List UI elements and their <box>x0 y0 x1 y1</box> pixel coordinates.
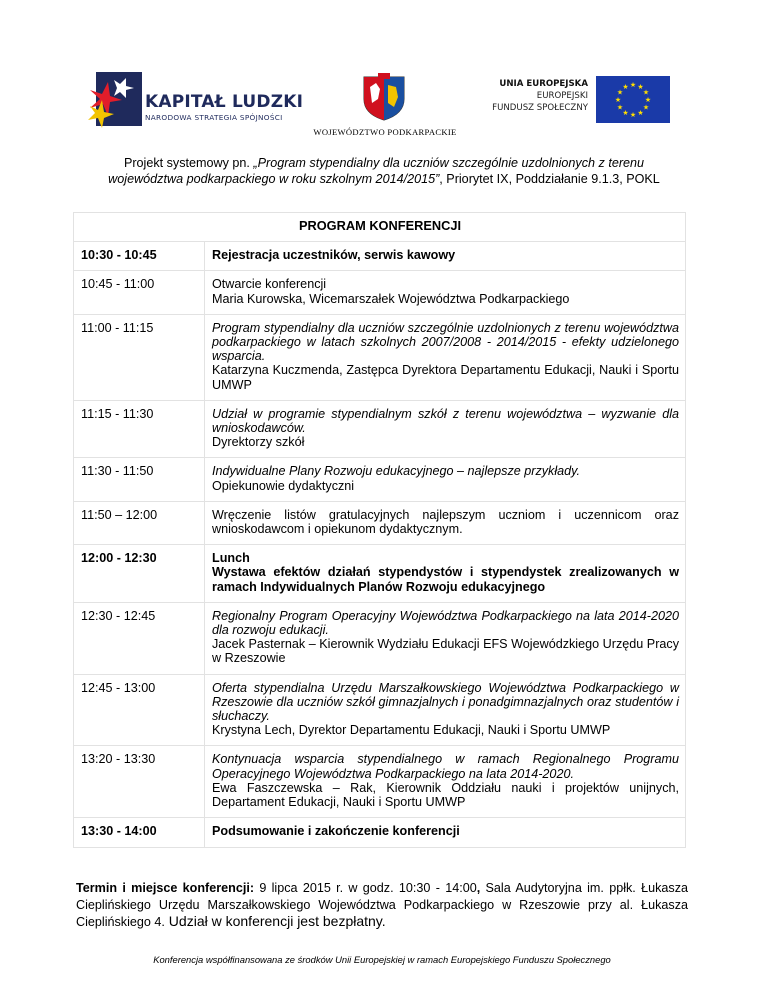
info-place: Sala Audytoryjna im. ppłk. Łukasza Cieplińskiego Urzędu Marszałkowskiego Województwa Podkarpackiego w Rzeszowie przy al. Łukasza Cieplińskiego 4. <box>76 881 688 930</box>
program-heading-row <box>74 213 686 242</box>
program-row <box>74 501 686 544</box>
program-description-line: Krystyna Lech, Dyrektor Departamentu Edukacji, Nauki i Sportu UMWP <box>212 723 611 738</box>
program-description-line: Wystawa efektów działań stypendystów i stypendystek zrealizowanych w ramach Indywidualnych Planów Rozwoju edukacyjnego <box>212 565 679 594</box>
eu-star-icon: ★ <box>622 110 629 118</box>
eu-star-icon: ★ <box>616 104 624 112</box>
program-description-line: Otwarcie konferencji <box>212 277 327 292</box>
program-description <box>205 271 686 314</box>
program-description <box>205 314 686 400</box>
program-row <box>74 242 686 271</box>
eu-label: UNIA EUROPEJSKA <box>499 79 588 89</box>
program-row <box>74 314 686 400</box>
program-table <box>73 212 686 848</box>
project-title: „Program stypendialny dla uczniów szczególnie uzdolnionych z terenu województwa podkarpackiego w roku szkolnym 2014/2015” <box>108 156 645 186</box>
program-time: 12:00 - 12:30 <box>74 545 205 603</box>
program-description <box>205 501 686 544</box>
eu-star-icon: ★ <box>622 84 629 92</box>
program-description <box>205 545 686 603</box>
intro-prefix: Projekt systemowy pn. <box>123 156 254 170</box>
program-description-line: Maria Kurowska, Wicemarszałek Województwa Podkarpackiego <box>212 291 570 306</box>
program-row <box>74 746 686 818</box>
program-time: 10:30 - 10:45 <box>74 242 205 271</box>
program-description <box>205 458 686 501</box>
info-comma: , <box>476 881 481 895</box>
program-description <box>205 602 686 674</box>
eu-star-icon: ★ <box>642 104 650 112</box>
kapital-ludzki-title: KAPITAŁ LUDZKI <box>145 92 304 112</box>
program-description <box>205 400 686 458</box>
funding-footnote: Konferencja współfinansowana ze środków Unii Europejskiej w ramach Europejskiego Funduszu Społecznego <box>153 954 611 965</box>
program-description <box>205 746 686 818</box>
eu-text-block <box>478 78 588 114</box>
eu-flag-icon <box>596 76 670 123</box>
program-description-line: Katarzyna Kuczmenda, Zastępca Dyrektora Departamentu Edukacji, Nauki i Sportu UMWP <box>212 363 679 392</box>
info-date: 9 lipca 2015 r. w godz. 10:30 - 14:00 <box>254 881 477 895</box>
program-row <box>74 458 686 501</box>
program-heading: PROGRAM KONFERENCJI <box>74 213 686 242</box>
program-description-line: Oferta stypendialna Urzędu Marszałkowskiego Województwa Podkarpackiego w Rzeszowie dla uczniów szkół gimnazjalnych i ponadgimnazjalnych oraz studentów i słuchaczy. <box>212 680 679 724</box>
eu-star-icon: ★ <box>629 112 637 120</box>
intro-suffix: , Priorytet IX, Poddziałanie 9.1.3, POKL <box>439 171 660 186</box>
conference-info <box>76 880 688 931</box>
program-description <box>205 674 686 746</box>
project-intro <box>92 156 676 187</box>
program-row <box>74 674 686 746</box>
program-description-line: Podsumowanie i zakończenie konferencji <box>212 824 460 839</box>
eu-star-icon: ★ <box>614 97 622 105</box>
program-time: 13:30 - 14:00 <box>74 818 205 847</box>
program-description-line: Indywidualne Plany Rozwoju edukacyjnego – najlepsze przykłady. <box>212 464 580 479</box>
eu-star-icon: ★ <box>644 97 652 105</box>
program-description-line: Jacek Pasternak – Kierownik Wydziału Edukacji EFS Wojewódzkiego Urzędu Pracy w Rzeszowie <box>212 637 679 666</box>
program-row <box>74 271 686 314</box>
program-time: 10:45 - 11:00 <box>74 271 205 314</box>
program-time: 11:00 - 11:15 <box>74 314 205 400</box>
program-time: 13:20 - 13:30 <box>74 746 205 818</box>
program-row <box>74 545 686 603</box>
program-description-line: Rejestracja uczestników, serwis kawowy <box>212 248 456 263</box>
eu-fund-line1: EUROPEJSKI <box>536 91 588 101</box>
program-description-line: Opiekunowie dydaktyczni <box>212 478 355 493</box>
eu-star-icon: ★ <box>637 110 644 118</box>
program-time: 11:50 – 12:00 <box>74 501 205 544</box>
voivodeship-coat-of-arms-icon <box>360 73 408 121</box>
program-description <box>205 242 686 271</box>
program-description-line: Dyrektorzy szkół <box>212 435 305 450</box>
program-description-line: Ewa Faszczewska – Rak, Kierownik Oddziału nauki i projektów unijnych, Departament Edukacji, Nauki i Sportu UMWP <box>212 780 679 810</box>
program-description-line: Udział w programie stypendialnym szkół z terenu województwa – wyzwanie dla wnioskodawców. <box>212 406 679 436</box>
info-free: Udział w konferencji jest bezpłatny. <box>164 913 386 930</box>
program-time: 11:15 - 11:30 <box>74 400 205 458</box>
eu-star-icon: ★ <box>642 89 650 97</box>
voivodeship-label: WOJEWÓDZTWO PODKARPACKIE <box>313 127 457 137</box>
eu-fund-line2: FUNDUSZ SPOŁECZNY <box>492 103 588 113</box>
program-time: 12:30 - 12:45 <box>74 602 205 674</box>
kapital-ludzki-subtitle: NARODOWA STRATEGIA SPÓJNOŚCI <box>145 113 283 122</box>
program-description-line: Lunch <box>212 551 250 566</box>
program-row <box>74 400 686 458</box>
info-label: Termin i miejsce konferencji: <box>76 881 255 895</box>
program-description-line: Regionalny Program Operacyjny Województwa Podkarpackiego na lata 2014-2020 dla rozwoju edukacji. <box>212 608 679 638</box>
eu-star-icon: ★ <box>616 89 624 97</box>
program-description <box>205 818 686 847</box>
program-description-line: Program stypendialny dla uczniów szczególnie uzdolnionych z terenu województwa podkarpackiego w latach szkolnych 2007/2008 - 2014/2015 - efekty udzielonego wsparcia. <box>212 320 679 364</box>
program-row <box>74 602 686 674</box>
program-time: 11:30 - 11:50 <box>74 458 205 501</box>
program-time: 12:45 - 13:00 <box>74 674 205 746</box>
eu-star-icon: ★ <box>629 82 637 90</box>
eu-star-icon: ★ <box>637 84 644 92</box>
program-description-line: Wręczenie listów gratulacyjnych najlepszym uczniom i uczennicom oraz wnioskodawcom i opiekunom dydaktycznym. <box>212 507 679 537</box>
program-row <box>74 818 686 847</box>
program-description-line: Kontynuacja wsparcia stypendialnego w ramach Regionalnego Programu Operacyjnego Województwa Podkarpackiego na lata 2014-2020. <box>212 752 679 781</box>
